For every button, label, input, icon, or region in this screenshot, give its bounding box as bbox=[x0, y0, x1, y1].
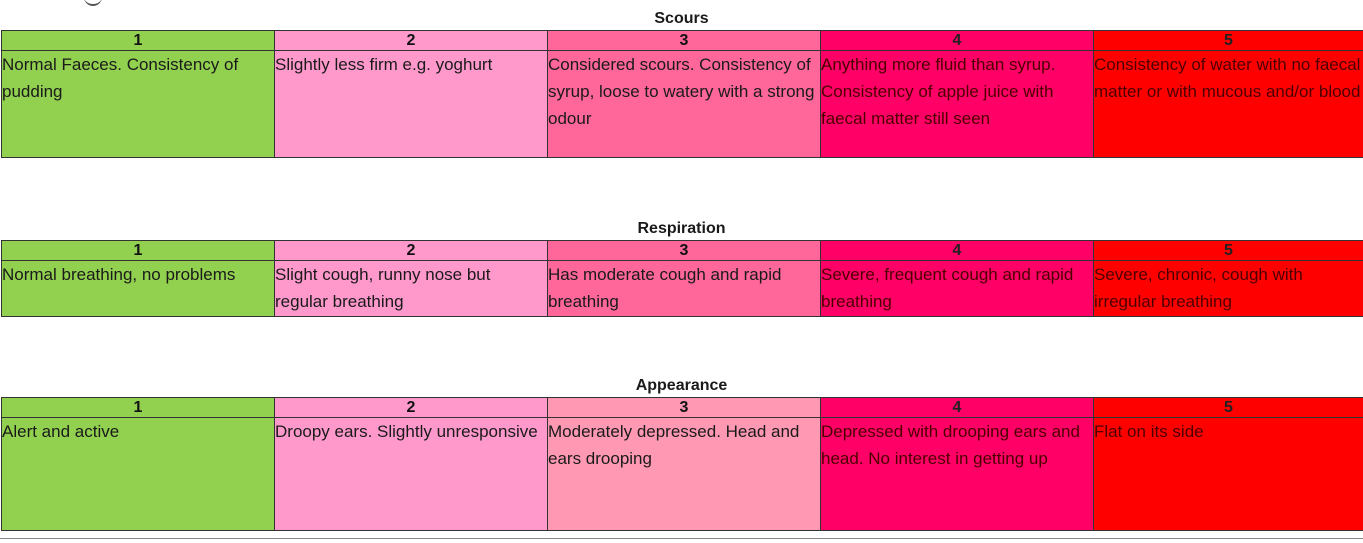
score-header-1: 1 bbox=[2, 241, 275, 261]
score-header-5: 5 bbox=[1094, 398, 1363, 418]
table-header-row bbox=[2, 398, 1363, 418]
scours-score-1-description: Normal Faeces. Consistency of pudding bbox=[2, 51, 275, 158]
respiration-table bbox=[1, 240, 1363, 317]
score-header-4: 4 bbox=[821, 241, 1094, 261]
score-header-2: 2 bbox=[275, 241, 548, 261]
scours-section bbox=[0, 8, 1363, 158]
appearance-score-5-description: Flat on its side bbox=[1094, 418, 1363, 531]
score-header-4: 4 bbox=[821, 31, 1094, 51]
respiration-score-5-description: Severe, chronic, cough with irregular breathing bbox=[1094, 261, 1363, 317]
score-header-3: 3 bbox=[548, 31, 821, 51]
score-header-5: 5 bbox=[1094, 31, 1363, 51]
respiration-score-3-description: Has moderate cough and rapid breathing bbox=[548, 261, 821, 317]
score-header-1: 1 bbox=[2, 31, 275, 51]
partial-glyph-mark bbox=[84, 0, 102, 6]
respiration-score-4-description: Severe, frequent cough and rapid breathing bbox=[821, 261, 1094, 317]
scours-score-4-description: Anything more fluid than syrup. Consistency of apple juice with faecal matter still seen bbox=[821, 51, 1094, 158]
scours-table bbox=[1, 30, 1363, 158]
scours-title: Scours bbox=[654, 10, 709, 27]
scours-score-2-description: Slightly less firm e.g. yoghurt bbox=[275, 51, 548, 158]
score-header-5: 5 bbox=[1094, 241, 1363, 261]
respiration-score-2-description: Slight cough, runny nose but regular breathing bbox=[275, 261, 548, 317]
appearance-score-3-description: Moderately depressed. Head and ears drooping bbox=[548, 418, 821, 531]
table-row bbox=[2, 261, 1363, 317]
appearance-score-2-description: Droopy ears. Slightly unresponsive bbox=[275, 418, 548, 531]
page-divider bbox=[0, 538, 1363, 539]
table-header-row bbox=[2, 241, 1363, 261]
table-header-row bbox=[2, 31, 1363, 51]
appearance-section bbox=[0, 375, 1363, 531]
respiration-title: Respiration bbox=[637, 220, 726, 237]
score-header-4: 4 bbox=[821, 398, 1094, 418]
score-header-1: 1 bbox=[2, 398, 275, 418]
score-header-2: 2 bbox=[275, 31, 548, 51]
appearance-score-1-description: Alert and active bbox=[2, 418, 275, 531]
score-header-2: 2 bbox=[275, 398, 548, 418]
table-row bbox=[2, 51, 1363, 158]
score-header-3: 3 bbox=[548, 398, 821, 418]
scours-score-3-description: Considered scours. Consistency of syrup, loose to watery with a strong odour bbox=[548, 51, 821, 158]
appearance-title: Appearance bbox=[635, 377, 728, 394]
respiration-section bbox=[0, 218, 1363, 317]
respiration-score-1-description: Normal breathing, no problems bbox=[2, 261, 275, 317]
scours-score-5-description: Consistency of water with no faecal matter or with mucous and/or blood bbox=[1094, 51, 1363, 158]
score-header-3: 3 bbox=[548, 241, 821, 261]
table-row bbox=[2, 418, 1363, 531]
appearance-score-4-description: Depressed with drooping ears and head. No interest in getting up bbox=[821, 418, 1094, 531]
appearance-table bbox=[1, 397, 1363, 531]
